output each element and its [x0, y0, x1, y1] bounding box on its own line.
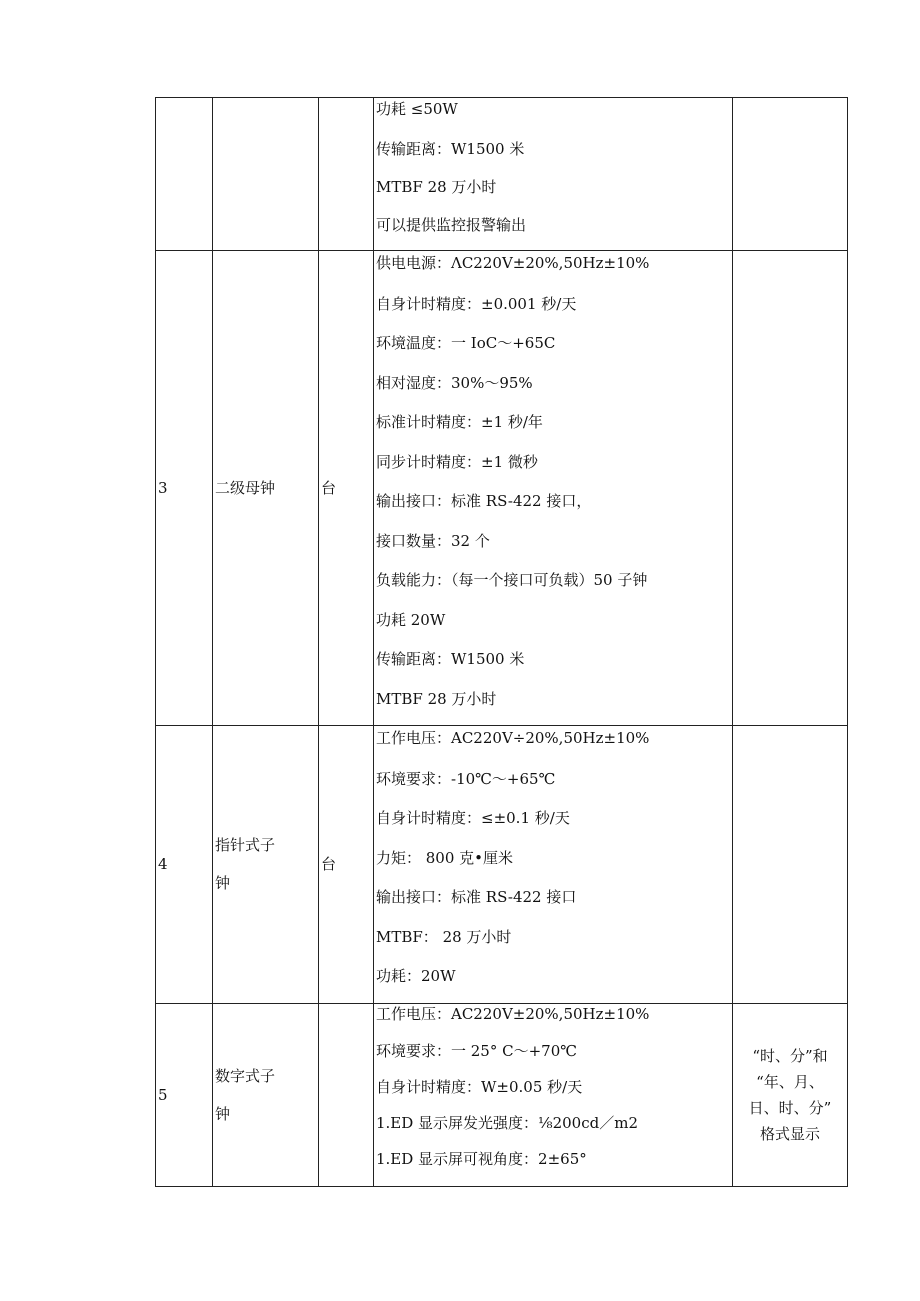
- item-number-cell: [156, 1003, 213, 1186]
- spec-line: 接口数量：32 个: [376, 531, 490, 550]
- spec-line: 功耗 20W: [376, 610, 446, 629]
- spec-line: 环境要求：-10℃～+65℃: [376, 769, 556, 788]
- spec-line: 输出接口：标准 RS-422 接口: [376, 888, 577, 906]
- item-name-cell: [213, 98, 319, 251]
- spec-line: 自身计时精度：±0.001 秒/天: [376, 294, 577, 313]
- spec-line: 负载能力：（每一个接口可负载）50 子钟: [376, 571, 648, 589]
- spec-line: MTBF 28 万小时: [376, 178, 497, 196]
- item-note-cell: [733, 251, 848, 726]
- spec-line: 功耗 ≤50W: [376, 100, 458, 118]
- spec-line: 同步计时精度：±1 微秒: [376, 452, 538, 471]
- note-line: 格式显示: [759, 1124, 820, 1143]
- table-row: [156, 1003, 848, 1186]
- item-number: 4: [158, 855, 168, 874]
- spec-table-body: [156, 98, 848, 1187]
- item-number: 3: [158, 479, 168, 497]
- item-unit: 台: [321, 855, 337, 874]
- item-name-line: 钟: [215, 1104, 231, 1123]
- item-name-line: 二级母钟: [215, 479, 276, 497]
- item-number-cell: [156, 98, 213, 251]
- table-row: [156, 251, 848, 726]
- item-number: 5: [158, 1085, 168, 1104]
- item-note-cell: [733, 1003, 848, 1186]
- note-line: “年、月、: [756, 1072, 824, 1091]
- spec-line: 传输距离：W1500 米: [376, 650, 525, 668]
- table-row: [156, 98, 848, 251]
- item-number-cell: [156, 251, 213, 726]
- note-line: “时、分”和: [752, 1046, 828, 1065]
- item-unit-cell: [319, 98, 374, 251]
- spec-line: 工作电压：AC220V÷20%,50Hz±10%: [376, 729, 650, 747]
- item-note-cell: [733, 726, 848, 1004]
- spec-line: 可以提供监控报警输出: [376, 216, 527, 234]
- item-name-line: 数字式子: [215, 1066, 276, 1085]
- spec-line: 相对湿度：30%～95%: [376, 373, 533, 392]
- spec-line: 1.ED 显示屏可视角度：2±65°: [376, 1149, 587, 1168]
- spec-line: MTBF： 28 万小时: [376, 927, 512, 946]
- item-unit-cell: [319, 1003, 374, 1186]
- item-unit-cell: [319, 726, 374, 1004]
- table-row: [156, 726, 848, 1004]
- spec-line: MTBF 28 万小时: [376, 689, 497, 708]
- item-name-line: 钟: [215, 874, 231, 893]
- item-specs-cell: [374, 98, 733, 251]
- item-specs-cell: [374, 726, 733, 1004]
- spec-line: 传输距离：W1500 米: [376, 140, 525, 158]
- spec-line: 环境要求：一 25° C～+70℃: [376, 1041, 578, 1060]
- spec-table: [155, 97, 848, 1187]
- spec-line: 工作电压：AC220V±20%,50Hz±10%: [376, 1004, 650, 1023]
- item-unit: 台: [321, 479, 337, 497]
- spec-line: 标准计时精度：±1 秒/年: [376, 413, 543, 431]
- spec-line: 功耗：20W: [376, 967, 456, 985]
- note-line: 日、时、分”: [748, 1098, 832, 1117]
- item-specs-cell: [374, 1003, 733, 1186]
- spec-line: 自身计时精度：W±0.05 秒/天: [376, 1077, 583, 1096]
- item-unit-cell: [319, 251, 374, 726]
- item-specs-cell: [374, 251, 733, 726]
- spec-line: 力矩： 800 克•厘米: [376, 848, 514, 867]
- item-name-line: 指针式子: [215, 836, 276, 855]
- item-number-cell: [156, 726, 213, 1004]
- spec-line: 供电电源：ΛC220V±20%,50Hz±10%: [376, 254, 650, 272]
- spec-line: 输出接口：标准 RS-422 接口，: [376, 492, 592, 510]
- spec-line: 环境温度：一 IoC～+65C: [376, 334, 556, 352]
- item-name-cell: [213, 726, 319, 1004]
- spec-line: 自身计时精度：≤±0.1 秒/天: [376, 809, 570, 827]
- item-name-cell: [213, 251, 319, 726]
- spec-line: 1.ED 显示屏发光强度：⅛200cd／m2: [376, 1113, 638, 1132]
- item-name-cell: [213, 1003, 319, 1186]
- item-note-cell: [733, 98, 848, 251]
